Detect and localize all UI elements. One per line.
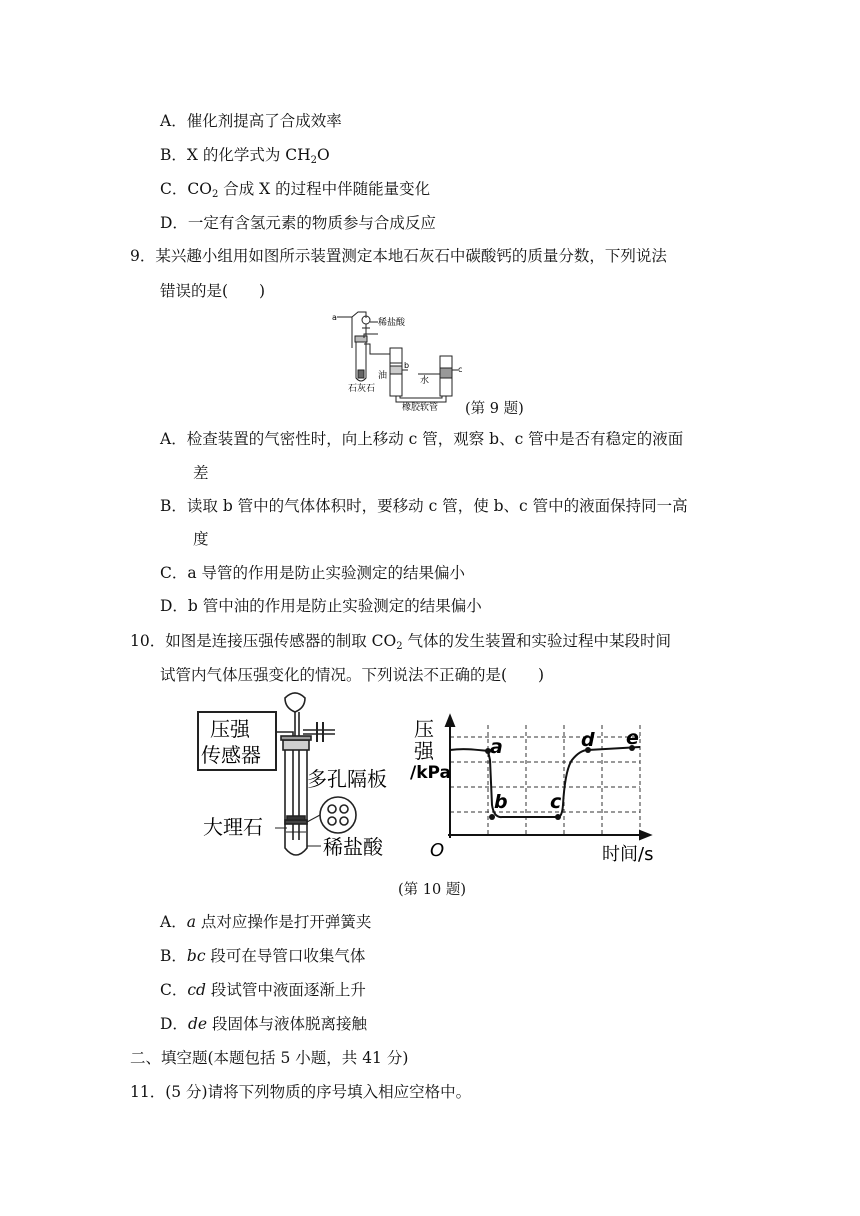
q8-option-b: B．X 的化学式为 $CH_2O$ (160, 146, 330, 166)
marble-label: 大理石 (203, 815, 263, 839)
point-d-label: d (581, 729, 595, 751)
plate-label: 多孔隔板 (307, 767, 387, 791)
q10-option-c: C．cd 段试管中液面逐渐上升 (160, 981, 366, 999)
q8-option-d: D．一定有含氢元素的物质参与合成反应 (160, 214, 436, 232)
q10-stem-line1: 10．如图是连接压强传感器的制取 $CO_2$ 气体的发生装置和实验过程中某段时间 (130, 632, 672, 652)
q10-apparatus-figure (195, 690, 405, 870)
point-c-label: c (550, 791, 562, 813)
label-c: c (458, 365, 463, 374)
q10-option-b: B．bc 段可在导管口收集气体 (160, 947, 366, 965)
label-hose: 橡胶软管 (402, 403, 439, 412)
point-b-label: b (494, 791, 508, 813)
label-oil: 油 (378, 371, 388, 381)
q9-stem-line1: 9．某兴趣小组用如图所示装置测定本地石灰石中碳酸钙的质量分数，下列说法 (130, 247, 667, 265)
y-label-3: /kPa (410, 763, 451, 783)
q10-pressure-graph (410, 710, 670, 870)
q9-apparatus-figure (330, 308, 470, 412)
q10-option-a: A．a 点对应操作是打开弹簧夹 (160, 913, 372, 931)
q10-option-d: D．de 段固体与液体脱离接触 (160, 1015, 367, 1033)
q9-option-d: D．b 管中油的作用是防止实验测定的结果偏小 (160, 597, 482, 615)
origin-label: O (430, 840, 445, 861)
point-e-label: e (626, 727, 639, 749)
q10-caption: (第 10 题) (398, 882, 466, 898)
label-a: a (332, 313, 337, 322)
q9-option-c: C．a 导管的作用是防止实验测定的结果偏小 (160, 564, 466, 582)
y-label-1: 压 (414, 717, 434, 741)
point-a-label: a (490, 736, 503, 758)
q9-option-a-line1: A．检查装置的气密性时，向上移动 c 管，观察 b、c 管中是否有稳定的液面 (160, 430, 684, 448)
q9-stem-line2: 错误的是( ) (160, 282, 266, 300)
sensor-label-1: 压强 (210, 717, 250, 741)
label-acid: 稀盐酸 (378, 318, 406, 328)
q10-stem-line2: 试管内气体压强变化的情况。下列说法不正确的是( ) (160, 666, 545, 684)
q9-option-b-line1: B．读取 b 管中的气体体积时，要移动 c 管，使 b、c 管中的液面保持同一高 (160, 497, 688, 515)
acid-label: 稀盐酸 (323, 835, 383, 859)
q8-option-c: C．$CO_2$ 合成 X 的过程中伴随能量变化 (160, 180, 431, 200)
label-b: b (404, 361, 410, 370)
y-label-2: 强 (414, 739, 434, 763)
x-label: 时间/s (602, 844, 654, 865)
q9-option-b-line2: 度 (193, 530, 209, 548)
q9-option-a-line2: 差 (193, 464, 209, 482)
label-stone: 石灰石 (348, 384, 376, 394)
section-2-heading: 二、填空题(本题包括 5 小题，共 41 分) (130, 1049, 409, 1067)
q8-option-a: A．催化剂提高了合成效率 (160, 112, 342, 130)
sensor-label-2: 传感器 (201, 743, 261, 767)
q11-stem: 11．(5 分)请将下列物质的序号填入相应空格中。 (130, 1083, 472, 1101)
label-water: 水 (420, 376, 430, 386)
q9-caption: (第 9 题) (465, 401, 524, 417)
